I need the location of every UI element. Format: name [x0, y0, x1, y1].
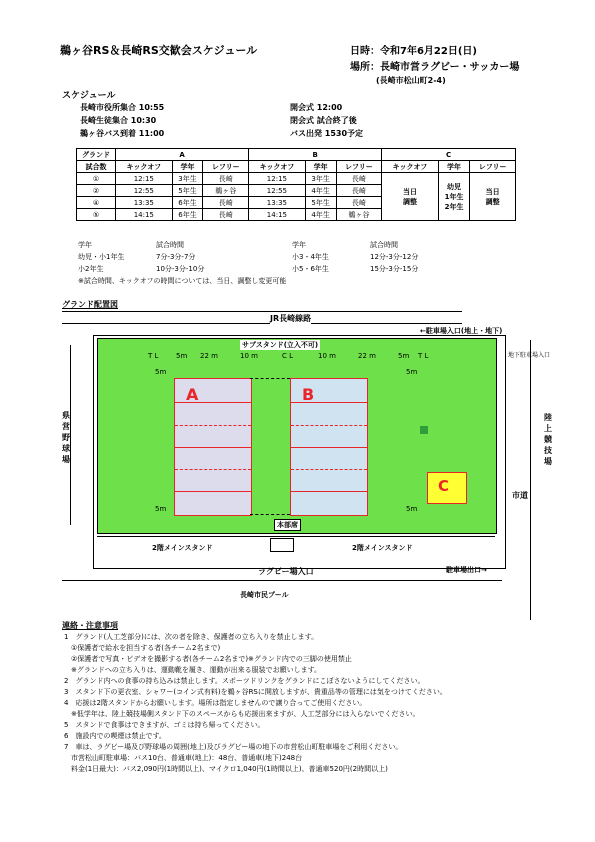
table-cell: 鵜ヶ谷: [203, 185, 249, 197]
event-address: (長崎市松山町2-4): [376, 76, 446, 85]
col-header: 学年: [172, 161, 203, 173]
marker-5m-side: 5m: [155, 505, 167, 513]
road-line: [62, 580, 502, 581]
marker-10m: 10 m: [318, 352, 336, 360]
table-cell: 鵜ヶ谷: [336, 209, 382, 221]
table-cell: 4年生: [305, 209, 336, 221]
jr-line-bottom: [62, 323, 462, 324]
table-cell: 14:15: [116, 209, 173, 221]
marker-5m-side: 5m: [406, 505, 418, 513]
pitch-a-label: A: [186, 385, 199, 404]
field-heading: グランド配置図: [62, 300, 118, 309]
table-cell: 12:55: [249, 185, 306, 197]
table-cell: 12:15: [249, 173, 306, 185]
note-item: ※低学年は、陸上競技場側スタンド下のスペースからも応援出来ますが、人工芝部分には入らないでください。: [64, 710, 420, 718]
time-header: 試合時間: [370, 241, 398, 249]
ground-header: グランド: [77, 149, 116, 161]
marker-cl: C L: [282, 352, 294, 360]
road-line: [530, 340, 531, 620]
col-header: レフリー: [336, 161, 382, 173]
table-cell: 長崎: [203, 209, 249, 221]
schedule-item: 長崎生徒集合 10:30: [80, 116, 157, 125]
col-header: レフリー: [203, 161, 249, 173]
dashed-line: [250, 514, 290, 515]
stairs-icon: [270, 538, 294, 552]
group-c-header: C: [382, 149, 516, 161]
note-item: 2 グランド内への食事の持ち込みは禁止します。スポーツドリンクをグランドにこぼさないようにしてください。: [64, 677, 425, 685]
jr-line-label: JR長崎線路: [270, 314, 312, 323]
marker-10m: 10 m: [240, 352, 258, 360]
table-cell: 13:35: [116, 197, 173, 209]
table-cell: 長崎: [336, 173, 382, 185]
rugby-entrance: ラグビー場入口: [258, 567, 314, 576]
schedule-item: 長崎市役所集合 10:55: [80, 103, 165, 112]
note-item: ①保護者で給水を担当する者(各チーム2名まで): [64, 644, 221, 652]
match-number: ②: [77, 185, 116, 197]
grade-header: 学年: [292, 241, 306, 249]
grade-label: 小2年生: [78, 265, 104, 273]
match-time: 15分-3分-15分: [370, 265, 419, 273]
main-stand-right: 2階メインスタンド: [352, 544, 413, 552]
baseball-field: 県営野球場: [62, 411, 70, 464]
note-item: 4 応援は2階スタンドからお願いします。場所は指定しませんので譲り合ってご使用ください。: [64, 699, 367, 707]
grade-header: 学年: [78, 241, 92, 249]
match-time: 12分-3分-12分: [370, 253, 419, 261]
parking-exit: 駐車場出口→: [446, 566, 487, 574]
table-cell: 3年生: [172, 173, 203, 185]
col-header: 学年: [438, 161, 470, 173]
note-item: 5 スタンドで食事はできますが、ゴミは持ち帰ってください。: [64, 721, 265, 729]
table-cell: 長崎: [203, 197, 249, 209]
table-cell: 6年生: [172, 209, 203, 221]
marker-5m: 5m: [176, 352, 188, 360]
parking-entrance: ←駐車場入口(地上・地下): [420, 327, 503, 335]
match-count-header: 試合数: [77, 161, 116, 173]
jr-line-top: [62, 311, 462, 312]
match-number: ①: [77, 173, 116, 185]
group-b-header: B: [249, 149, 382, 161]
pitch-c-label: C: [438, 477, 450, 495]
col-header: キックオフ: [116, 161, 173, 173]
notes-list: [64, 632, 447, 775]
sub-stand-label: サブスタンド(立入不可): [242, 341, 319, 349]
athletics-stadium: 陸上競技場: [544, 413, 552, 466]
match-number: ⑤: [77, 209, 116, 221]
game-schedule-table: [76, 148, 516, 221]
group-c-referee: 当日 調整: [470, 173, 516, 221]
group-c-kickoff: 当日 調整: [382, 173, 439, 221]
col-header: レフリー: [470, 161, 516, 173]
marker-5m: 5m: [398, 352, 410, 360]
hq-seat: 本部席: [274, 519, 301, 531]
pitch-b-label: B: [302, 385, 315, 404]
event-date: 日時：令和7年6月22日(日): [350, 46, 477, 57]
group-c-grade: 幼児 1年生 2年生: [438, 173, 470, 221]
schedule-item: 鵜ヶ谷バス到着 11:00: [80, 129, 165, 138]
col-header: 学年: [305, 161, 336, 173]
table-cell: 長崎: [336, 197, 382, 209]
match-number: ④: [77, 197, 116, 209]
marker-22m: 22 m: [358, 352, 376, 360]
schedule-heading: スケジュール: [62, 91, 116, 101]
marker-tl: T L: [418, 352, 429, 360]
event-place: 場所：長崎市営ラグビー・サッカー場: [350, 62, 520, 73]
table-cell: 4年生: [305, 185, 336, 197]
match-time: 7分-3分-7分: [156, 253, 196, 261]
col-header: キックオフ: [382, 161, 439, 173]
table-cell: 12:55: [116, 185, 173, 197]
col-header: キックオフ: [249, 161, 306, 173]
marker-5m-side: 5m: [155, 368, 167, 376]
note-item: 1 グランド(人工芝部分)には、次の者を除き、保護者の立ち入りを禁止します。: [64, 633, 319, 641]
grade-label: 小3・4年生: [292, 253, 329, 261]
note-item: 7 車は、ラグビー場及び野球場の周囲(地上)及びラグビー場の地下の市営松山町駐車場をご利用ください。: [64, 743, 403, 751]
underground-parking: 地下駐車場入口: [508, 352, 551, 359]
city-pool: 長崎市民プール: [240, 591, 289, 599]
note-item: ②保護者で写真・ビデオを撮影する者(各チーム2名まで)※グランド内での三脚の使用禁止: [64, 655, 352, 663]
dashed-line: [250, 378, 290, 379]
table-cell: 12:15: [116, 173, 173, 185]
table-cell: 長崎: [203, 173, 249, 185]
note-item: 3 スタンド下の更衣室、シャワー(コイン式有料)を鵜ヶ谷RSに開放しますが、貴重品等の管理には気をつけてください。: [64, 688, 447, 696]
marker-5m-side: 5m: [406, 368, 418, 376]
main-stand-left: 2階メインスタンド: [152, 544, 213, 552]
table-cell: 長崎: [336, 185, 382, 197]
table-cell: 5年生: [172, 185, 203, 197]
page-title: 鵜ヶ谷RS＆長崎RS交歓会スケジュール: [60, 44, 258, 57]
note-item: 6 施設内での喫煙は禁止です。: [64, 732, 166, 740]
note-item: 料金(1日最大)：バス2,090円(1時間以上)、マイクロ1,040円(1時間以上)、普通車520円(2時間以上): [64, 765, 388, 773]
marker-22m: 22 m: [200, 352, 218, 360]
note-item: 市営松山町駐車場：バス10台、普通車(地上)：48台、普通車(地下)248台: [64, 754, 303, 762]
group-a-header: A: [116, 149, 249, 161]
grade-label: 幼児・小1年生: [78, 253, 125, 261]
table-cell: 6年生: [172, 197, 203, 209]
schedule-item: バス出発 1530予定: [290, 129, 364, 138]
table-cell: 13:35: [249, 197, 306, 209]
table-cell: 3年生: [305, 173, 336, 185]
time-header: 試合時間: [156, 241, 184, 249]
marker-square: [420, 426, 428, 434]
grade-label: 小5・6年生: [292, 265, 329, 273]
schedule-item: 閉会式 試合終了後: [290, 116, 357, 125]
notes-heading: 連絡・注意事項: [62, 621, 118, 630]
note-item: ※グランドへの立ち入りは、運動靴を履き、運動が出来る服装でお願いします。: [64, 666, 322, 674]
table-cell: 5年生: [305, 197, 336, 209]
time-note: ※試合時間、キックオフの時間については、当日、調整し変更可能: [78, 277, 287, 285]
stand-line: [97, 536, 495, 537]
table-cell: 14:15: [249, 209, 306, 221]
match-time: 10分-3分-10分: [156, 265, 205, 273]
marker-tl: T L: [148, 352, 159, 360]
city-road: 市道: [512, 491, 528, 500]
schedule-item: 開会式 12:00: [290, 103, 343, 112]
